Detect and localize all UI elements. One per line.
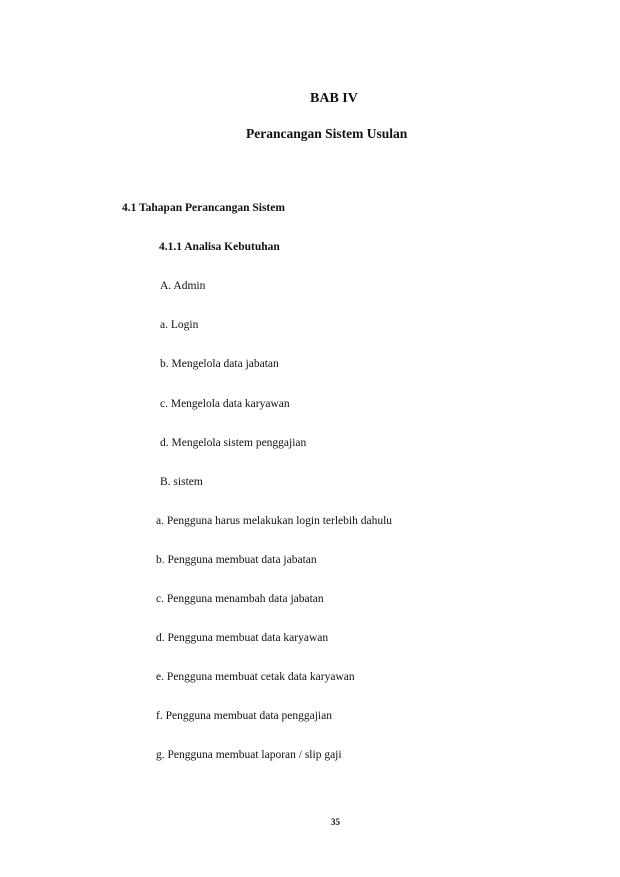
list-item: d. Mengelola sistem penggajian xyxy=(160,437,307,449)
page-number: 35 xyxy=(331,817,340,827)
list-item: e. Pengguna membuat cetak data karyawan xyxy=(156,671,355,683)
list-item: a. Login xyxy=(160,319,199,331)
list-item: b. Mengelola data jabatan xyxy=(160,358,279,370)
list-item: b. Pengguna membuat data jabatan xyxy=(156,554,317,566)
list-item: a. Pengguna harus melakukan login terlebih dahulu xyxy=(156,515,393,527)
list-item: f. Pengguna membuat data penggajian xyxy=(156,710,332,722)
list-item: c. Mengelola data karyawan xyxy=(160,398,290,410)
subsection-heading: 4.1.1 Analisa Kebutuhan xyxy=(159,241,280,253)
list-item: c. Pengguna menambah data jabatan xyxy=(156,593,324,605)
list-item: g. Pengguna membuat laporan / slip gaji xyxy=(156,749,342,761)
system-heading: B. sistem xyxy=(160,476,203,488)
chapter-heading: BAB IV xyxy=(310,91,358,106)
list-item: d. Pengguna membuat data karyawan xyxy=(156,632,329,644)
chapter-title: Perancangan Sistem Usulan xyxy=(246,126,408,141)
section-heading: 4.1 Tahapan Perancangan Sistem xyxy=(122,202,285,214)
admin-heading: A. Admin xyxy=(160,280,206,292)
